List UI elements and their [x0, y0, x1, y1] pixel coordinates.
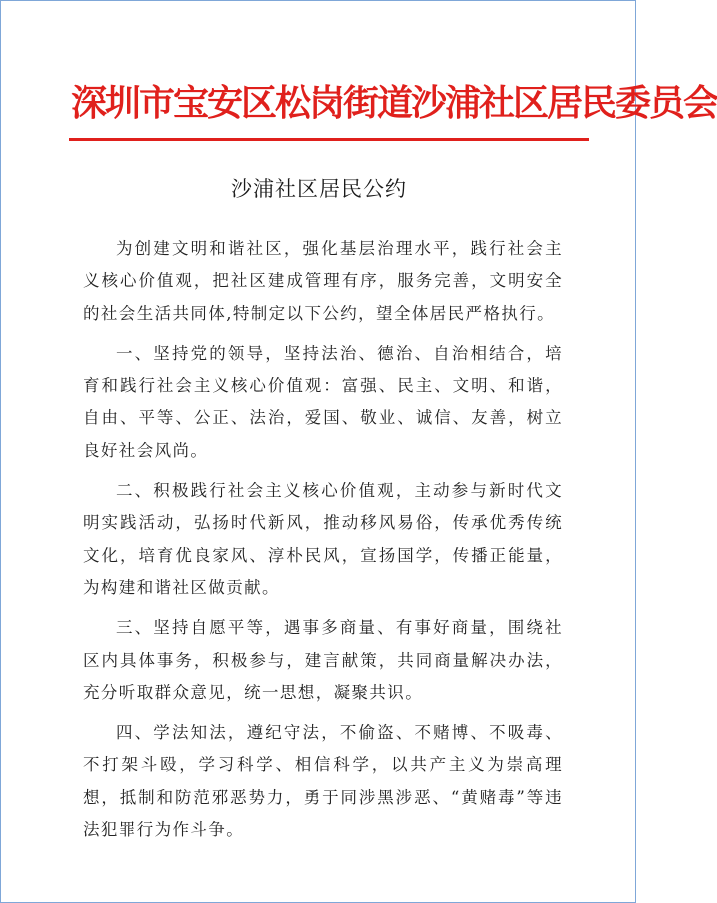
organization-letterhead: 深圳市宝安区松岗街道沙浦社区居民委员会 — [71, 82, 717, 124]
article-3-paragraph: 三、坚持自愿平等，遇事多商量、有事好商量，围绕社区内具体事务，积极参与，建言献策，共同商量解决办法，充分听取群众意见，统一思想，凝聚共识。 — [83, 618, 563, 702]
letterhead-red-rule — [69, 138, 589, 141]
document-title: 沙浦社区居民公约 — [231, 177, 407, 201]
article-2-paragraph: 二、积极践行社会主义核心价值观，主动参与新时代文明实践活动，弘扬时代新风，推动移风易俗，传承优秀传统文化，培育优良家风、淳朴民风，宣扬国学，传播正能量，为构建和谐社区做贡献。 — [83, 481, 563, 597]
document-body — [83, 233, 563, 854]
preamble-paragraph: 为创建文明和谐社区，强化基层治理水平，践行社会主义核心价值观，把社区建成管理有序，服务完善，文明安全的社会生活共同体,特制定以下公约，望全体居民严格执行。 — [83, 239, 563, 323]
article-1-paragraph: 一、坚持党的领导，坚持法治、德治、自治相结合，培育和践行社会主义核心价值观：富强、民主、文明、和谐，自由、平等、公正、法治，爱国、敬业、诚信、友善，树立良好社会风尚。 — [83, 343, 563, 460]
article-4-paragraph: 四、学法知法，遵纪守法，不偷盗、不赌博、不吸毒、不打架斗殴，学习科学、相信科学，以共产主义为崇高理想，抵制和防范邪恶势力，勇于同涉黑涉恶、“黄赌毒”等违法犯罪行为作斗争。 — [83, 723, 563, 840]
